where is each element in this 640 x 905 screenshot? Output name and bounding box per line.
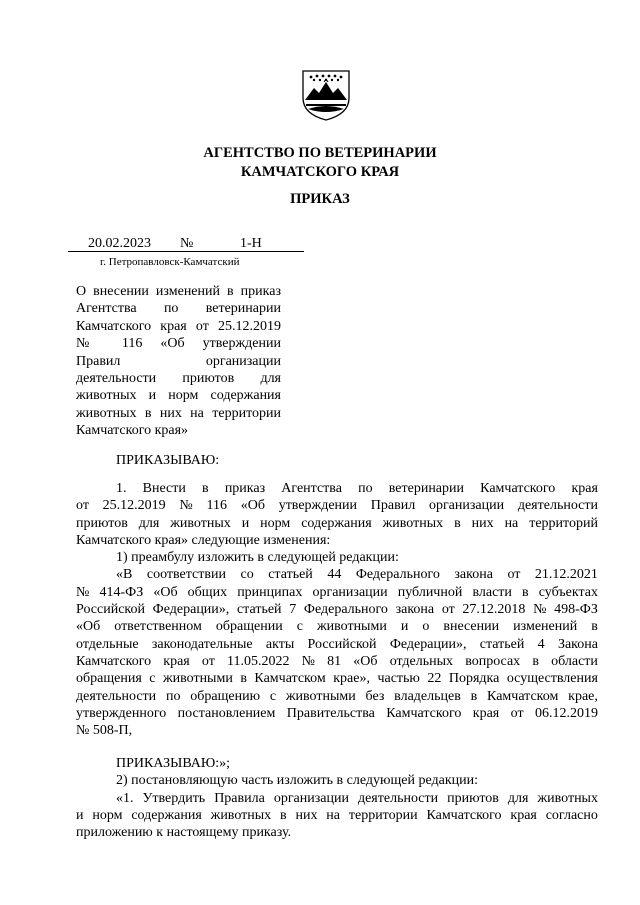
quote-line: и норм содержания животных в них на территории Камчатского края согласно (76, 807, 598, 823)
subject-line: Правил организации (76, 353, 281, 369)
paragraph-line: от 25.12.2019 № 116 «Об утверждении Правил организации деятельности (76, 498, 598, 514)
quote-line: Камчатского края от 11.05.2022 № 81 «Об отдельных вопросах в области (76, 653, 598, 669)
organization-name-line1: АГЕНТСТВО ПО ВЕТЕРИНАРИИ (203, 145, 437, 161)
item-2: 2) постановляющую часть изложить в следующей редакции: (116, 773, 479, 789)
subject-line: Агентства по ветеринарии (76, 301, 281, 317)
document-type-title: ПРИКАЗ (290, 191, 350, 207)
order-word (76, 452, 598, 469)
number-sign: № (180, 236, 194, 251)
order-subject (76, 283, 281, 440)
subject-line: № 116 «Об утверждении (76, 336, 281, 352)
quote-line: деятельности по обращению с животными без владельцев в Камчатском крае, (76, 688, 598, 704)
quote-line: № 414-ФЗ «Об общих принципах организации публичной власти в субъектах (76, 584, 598, 600)
quote-line: «В соответствии со статьей 44 Федерального закона от 21.12.2021 (116, 567, 598, 583)
paragraph-line: 1. Внести в приказ Агентства по ветеринарии Камчатского края (116, 481, 598, 496)
quote-line: приложению к настоящему приказу. (76, 825, 292, 841)
quote-line: № 508-П, (76, 723, 133, 739)
paragraph-1 (76, 480, 598, 739)
item-1: 1) преамбулу изложить в следующей редакции: (116, 550, 399, 566)
subject-line: О внесении изменений в приказ (76, 284, 281, 299)
subject-line: деятельности приютов для (76, 371, 281, 387)
quote-line: Российской Федерации», статьей 7 Федерального закона от 27.12.2018 № 498-ФЗ (76, 602, 598, 618)
quote-line: утвержденного постановлением Правительства Камчатского края от 06.12.2019 (76, 705, 598, 721)
subject-line: животных в них на территории (76, 405, 281, 421)
order-word-2: ПРИКАЗЫВАЮ:»; 2) постановляющую часть изложить в следующей редакции: «1. Утвердить Правила организации деятельности приютов для животных и норм содержания животных в них на территории Камчатского края согласно приложению к настоящему приказу. (76, 756, 598, 841)
organization-name-line2: КАМЧАТСКОГО КРАЯ (240, 164, 400, 180)
paragraph-line: Камчатского края» следующие изменения: (76, 532, 331, 548)
quote-line: «Об ответственном обращении с животными и о внесении изменений в (76, 619, 598, 635)
paragraph-line: приютов для животных и норм содержания животных в них на территорий (76, 515, 598, 531)
subject-line: животных и норм содержания (76, 388, 281, 404)
document-number: 1-Н (240, 236, 262, 251)
city-name: г. Петропавловск-Камчатский (100, 256, 240, 268)
quote-line: «1. Утвердить Правила организации деятельности приютов для животных (116, 790, 598, 806)
subject-line: Камчатского края от 25.12.2019 (76, 318, 281, 334)
quote-line: отдельные законодательные акты Российской Федерации», статьей 4 Закона (76, 636, 598, 652)
date-number-underline (68, 251, 304, 252)
quote-line: обращения с животными в Камчатском крае», частью 22 Порядка осуществления (76, 671, 598, 687)
coat-of-arms-emblem (300, 68, 352, 122)
document-date: 20.02.2023 (88, 236, 151, 251)
order-word-text: ПРИКАЗЫВАЮ: (116, 453, 220, 468)
subject-line: Камчатского края» (76, 423, 189, 439)
